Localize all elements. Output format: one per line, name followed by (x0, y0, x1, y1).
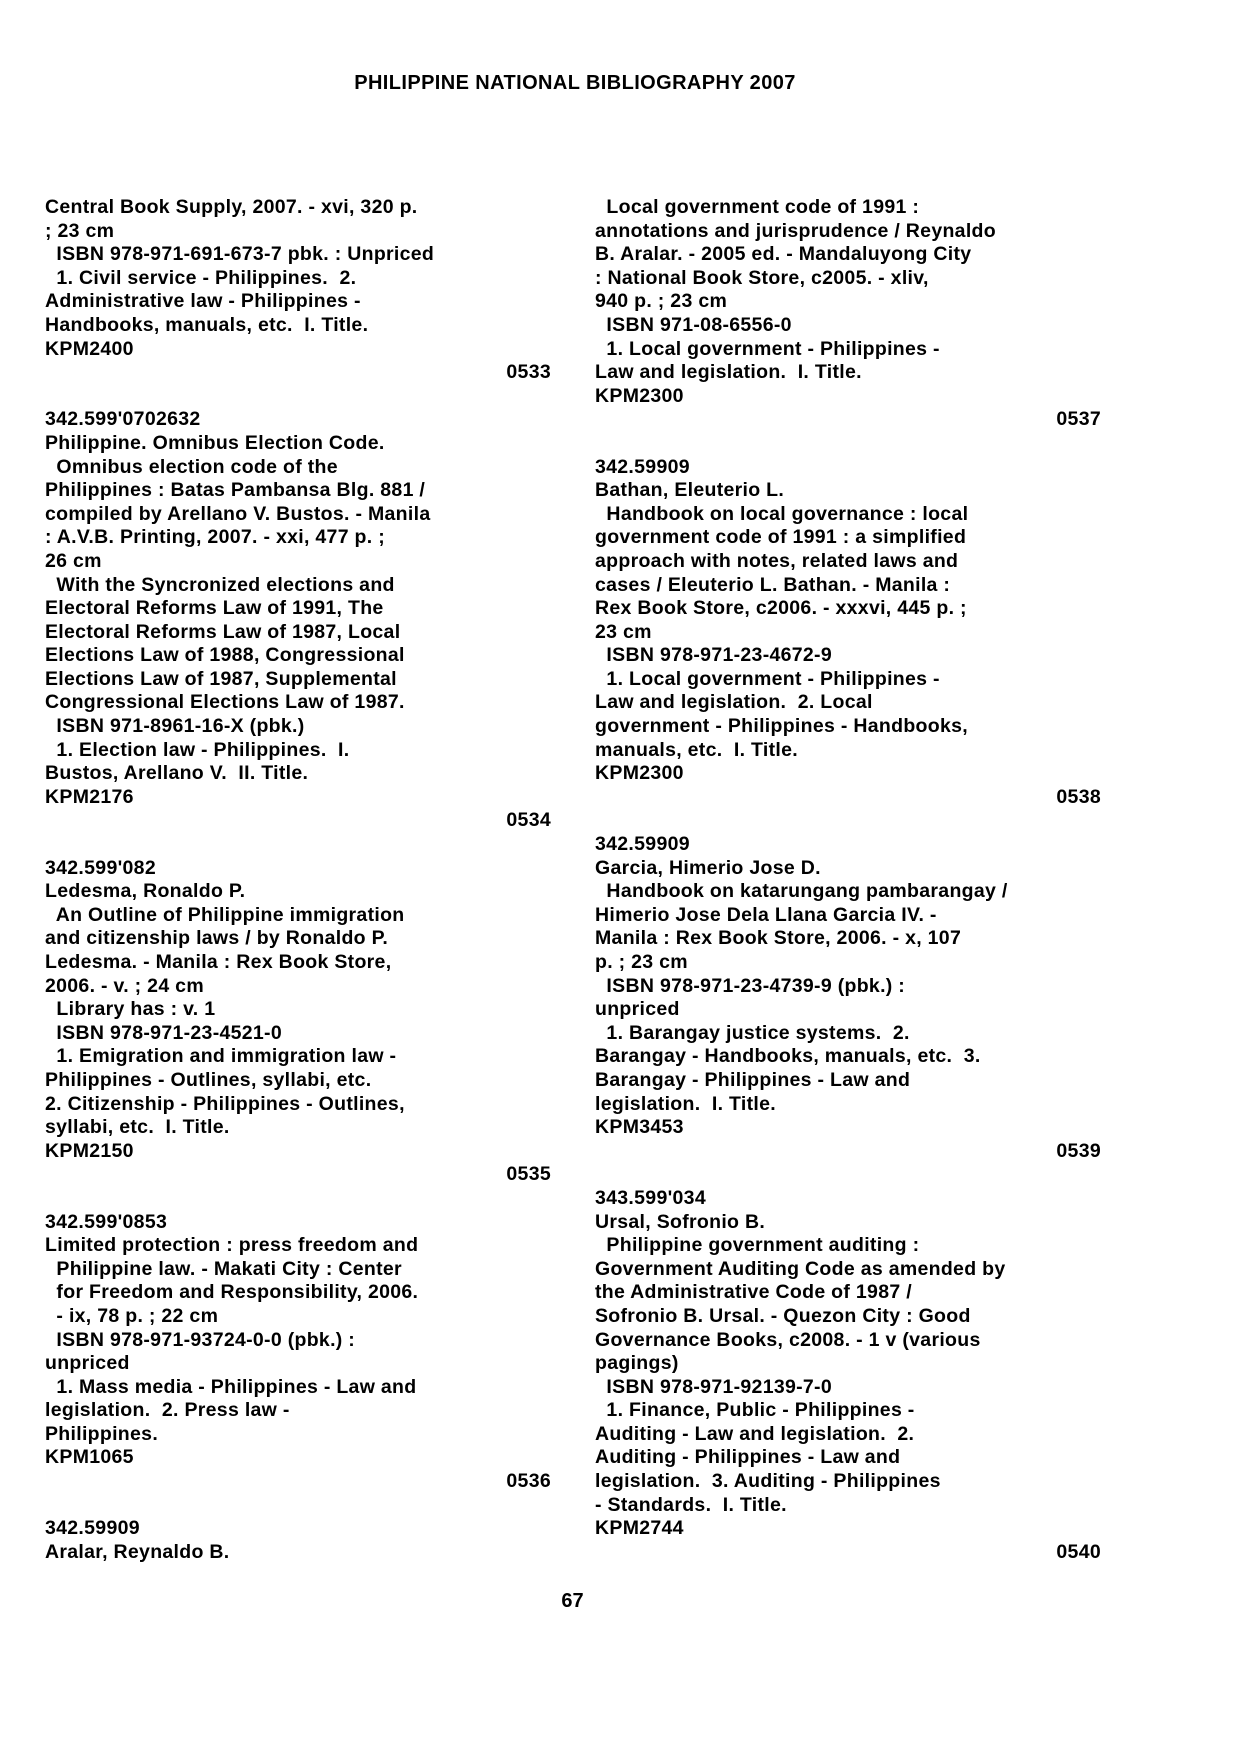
entry-line: KPM2176 (45, 785, 134, 808)
entry-line: unpriced (45, 1352, 130, 1375)
entry-line: Central Book Supply, 2007. - xvi, 320 p. (45, 196, 418, 218)
entry-spacer (45, 1187, 551, 1211)
entry-line: Garcia, Himerio Jose D. (595, 856, 821, 879)
entry-line: Law and legislation. I. Title. (595, 361, 862, 384)
entry-line: : National Book Store, c2005. - xliv, (595, 266, 929, 289)
entry-line: Omnibus election code of the (45, 455, 338, 478)
entry-line: 2006. - v. ; 24 cm (45, 974, 204, 997)
entry-line: Philippines : Batas Pambansa Blg. 881 / (45, 479, 426, 502)
entry-line: 343.599'034 (595, 1186, 706, 1209)
entry-line: Government Auditing Code as amended by (595, 1257, 1006, 1280)
entry-line: cases / Eleuterio L. Bathan. - Manila : (595, 573, 951, 596)
entry-line: KPM1065 (45, 1446, 134, 1469)
entry-line: Manila : Rex Book Store, 2006. - x, 107 (595, 927, 962, 950)
entry-line: 23 cm (595, 620, 652, 643)
entry-number: 0537 (1056, 408, 1101, 431)
entry-line: 342.59909 (595, 833, 690, 856)
left-column (45, 196, 551, 1564)
entry-line: syllabi, etc. I. Title. (45, 1116, 230, 1139)
entry-line: KPM2150 (45, 1139, 134, 1162)
entry-line: Sofronio B. Ursal. - Quezon City : Good (595, 1304, 971, 1327)
entry-line: unpriced (595, 998, 680, 1021)
page-header: PHILIPPINE NATIONAL BIBLIOGRAPHY 2007 (354, 72, 796, 94)
page-number: 67 (561, 1590, 584, 1612)
entry-line: Rex Book Store, c2006. - xxxvi, 445 p. ; (595, 597, 967, 620)
entry-number: 0533 (506, 361, 551, 384)
entry-line: With the Syncronized elections and (45, 573, 395, 596)
entry-line: Handbook on katarungang pambarangay / (595, 880, 1008, 903)
entry-line: Electoral Reforms Law of 1987, Local (45, 620, 401, 643)
entry-line: Auditing - Philippines - Law and (595, 1446, 901, 1469)
entry-line: and citizenship laws / by Ronaldo P. (45, 927, 389, 950)
entry-line: 342.59909 (595, 455, 690, 478)
entry-line: 1. Finance, Public - Philippines - (595, 1399, 915, 1422)
entry-line: government code of 1991 : a simplified (595, 526, 967, 549)
entry-spacer (595, 1163, 1101, 1187)
entry-line: 26 cm (45, 549, 102, 572)
entry-line: Himerio Jose Dela Llana Garcia IV. - (595, 903, 937, 926)
entry-line: legislation. I. Title. (595, 1092, 776, 1115)
entry-line: Electoral Reforms Law of 1991, The (45, 597, 384, 620)
entry-line: ; 23 cm (45, 219, 115, 242)
entry-line: Handbook on local governance : local (595, 502, 969, 525)
entry-line: the Administrative Code of 1987 / (595, 1281, 912, 1304)
entry-number: 0534 (506, 809, 551, 832)
entry-line: Local government code of 1991 : (595, 196, 920, 218)
entry-line: p. ; 23 cm (595, 951, 688, 973)
entry-spacer (595, 809, 1101, 833)
entry-number: 0538 (1056, 785, 1101, 808)
entry-line: legislation. 3. Auditing - Philippines (595, 1470, 941, 1493)
entry-line: Aralar, Reynaldo B. (45, 1540, 230, 1563)
entry-line: Ledesma, Ronaldo P. (45, 880, 246, 903)
entry-line: manuals, etc. I. Title. (595, 738, 798, 761)
entry-line: Law and legislation. 2. Local (595, 691, 873, 714)
entry-line: 1. Election law - Philippines. I. (45, 738, 350, 761)
entry-line: government - Philippines - Handbooks, (595, 715, 968, 738)
entry-line: Congressional Elections Law of 1987. (45, 691, 405, 714)
entry-line: Ursal, Sofronio B. (595, 1210, 766, 1233)
entry-line: 1. Local government - Philippines - (595, 667, 940, 690)
entry-line: Bustos, Arellano V. II. Title. (45, 762, 309, 785)
entry-line: Philippine. Omnibus Election Code. (45, 431, 385, 454)
entry-line: KPM3453 (595, 1116, 684, 1139)
entry-line: Philippines - Outlines, syllabi, etc. (45, 1068, 372, 1091)
entry-line: 342.59909 (45, 1517, 140, 1540)
entry-line: 1. Barangay justice systems. 2. (595, 1021, 910, 1044)
entry-line: 1. Local government - Philippines - (595, 337, 940, 360)
entry-number: 0539 (1056, 1139, 1101, 1162)
entry-line: ISBN 978-971-691-673-7 pbk. : Unpriced (45, 243, 435, 266)
entry-line: Limited protection : press freedom and (45, 1234, 419, 1257)
entry-line: for Freedom and Responsibility, 2006. (45, 1281, 419, 1304)
entry-line: Philippines. (45, 1422, 159, 1445)
entry-line: 1. Mass media - Philippines - Law and (45, 1375, 417, 1398)
entry-line: KPM2744 (595, 1517, 684, 1540)
entry-line: ISBN 978-971-23-4672-9 (595, 644, 833, 667)
entry-number: 0535 (506, 1163, 551, 1186)
entry-line: Handbooks, manuals, etc. I. Title. (45, 313, 369, 336)
entry-spacer (45, 1494, 551, 1518)
entry-number: 0536 (506, 1470, 551, 1493)
entry-line: Elections Law of 1988, Congressional (45, 644, 405, 667)
entry-line: ISBN 978-971-23-4521-0 (45, 1021, 283, 1044)
entry-line: : A.V.B. Printing, 2007. - xxi, 477 p. ; (45, 526, 385, 549)
entry-line: - ix, 78 p. ; 22 cm (45, 1304, 219, 1327)
entry-line: Ledesma. - Manila : Rex Book Store, (45, 951, 392, 973)
entry-spacer (45, 833, 551, 857)
entry-line: Bathan, Eleuterio L. (595, 479, 785, 502)
entry-line: ISBN 978-971-23-4739-9 (pbk.) : (595, 974, 906, 997)
entry-line: 342.599'0702632 (45, 408, 201, 431)
entry-line: Auditing - Law and legislation. 2. (595, 1422, 915, 1445)
right-column (595, 196, 1101, 1564)
entry-line: Philippine law. - Makati City : Center (45, 1257, 402, 1280)
entry-line: Administrative law - Philippines - (45, 290, 361, 313)
entry-line: compiled by Arellano V. Bustos. - Manila (45, 502, 431, 525)
entry-line: 940 p. ; 23 cm (595, 290, 728, 313)
entry-line: Library has : v. 1 (45, 998, 216, 1021)
entry-line: ISBN 978-971-93724-0-0 (pbk.) : (45, 1328, 356, 1351)
entry-line: ISBN 971-8961-16-X (pbk.) (45, 715, 305, 738)
entry-line: ISBN 971-08-6556-0 (595, 313, 792, 336)
entry-line: Barangay - Philippines - Law and (595, 1068, 911, 1091)
entry-line: ISBN 978-971-92139-7-0 (595, 1375, 833, 1398)
entry-line: Barangay - Handbooks, manuals, etc. 3. (595, 1045, 981, 1068)
entry-line: legislation. 2. Press law - (45, 1399, 290, 1422)
entry-line: Elections Law of 1987, Supplemental (45, 667, 397, 690)
entry-line: 342.599'0853 (45, 1210, 168, 1233)
entry-line: Governance Books, c2008. - 1 v (various (595, 1328, 981, 1351)
entry-line: approach with notes, related laws and (595, 549, 959, 572)
entry-spacer (45, 385, 551, 409)
entry-line: Philippine government auditing : (595, 1234, 920, 1257)
entry-line: 1. Civil service - Philippines. 2. (45, 266, 357, 289)
entry-line: 1. Emigration and immigration law - (45, 1045, 397, 1068)
entry-line: KPM2300 (595, 762, 684, 785)
entry-line: annotations and jurisprudence / Reynaldo (595, 219, 996, 242)
entry-line: - Standards. I. Title. (595, 1493, 787, 1516)
entry-line: 2. Citizenship - Philippines - Outlines, (45, 1092, 405, 1115)
entry-line: An Outline of Philippine immigration (45, 903, 405, 926)
entry-line: 342.599'082 (45, 856, 156, 879)
entry-number: 0540 (1056, 1540, 1101, 1563)
entry-line: KPM2400 (45, 337, 134, 360)
entry-line: B. Aralar. - 2005 ed. - Mandaluyong City (595, 243, 972, 266)
entry-spacer (595, 432, 1101, 456)
entry-line: pagings) (595, 1352, 679, 1375)
entry-line: KPM2300 (595, 384, 684, 407)
